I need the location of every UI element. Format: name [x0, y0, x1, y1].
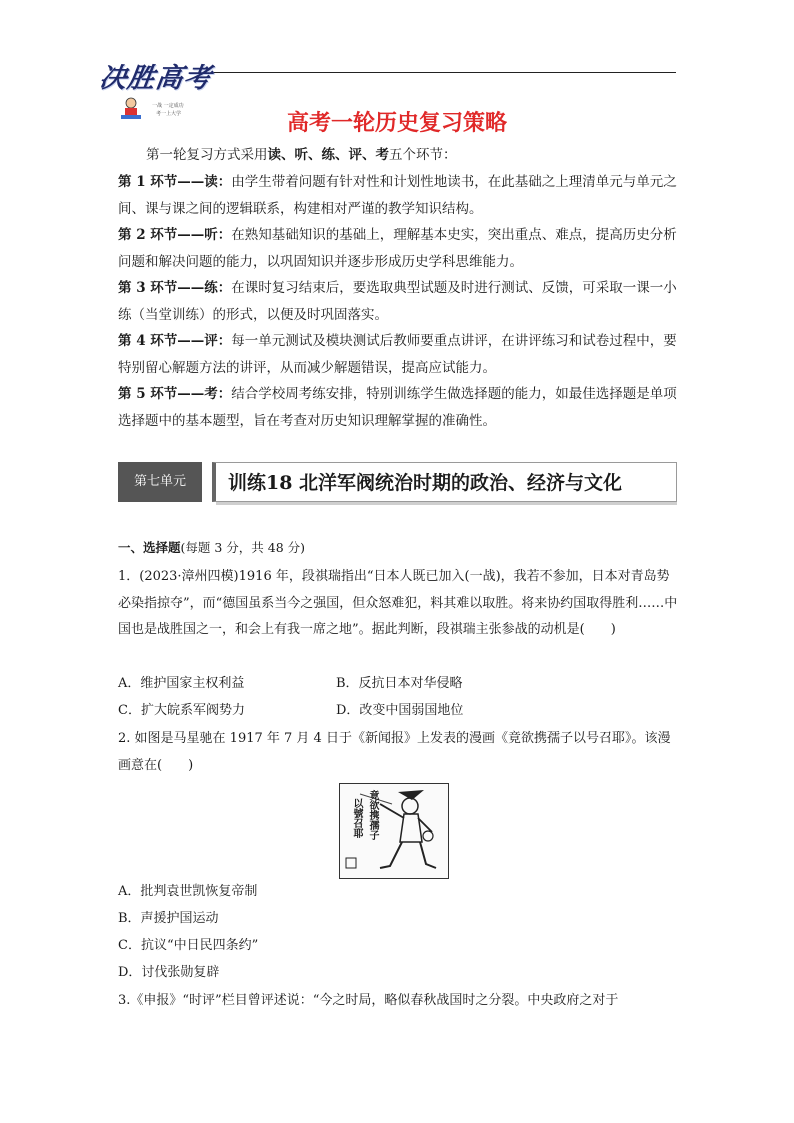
q2-option-c[interactable]: C．抗议“中日民四条约”: [118, 938, 259, 953]
step-label: 第 3 环节——练：: [118, 280, 232, 296]
question-3-stem: 3.《申报》“时评”栏目曾评述说：“今之时局，略似春秋战国时之分裂。中央政府之对于: [118, 993, 619, 1008]
step-3: [118, 275, 678, 328]
step-2: [118, 222, 678, 275]
intro-pre: 第一轮复习方式采用: [146, 147, 268, 163]
step-label: 第 2 环节——听：: [118, 227, 232, 243]
step-text: 在熟知基础知识的基础上，理解基本史实，突出重点、难点，提高历史分析问题和解决问题的能力，以巩固知识并逐步形成历史学科思维能力。: [118, 227, 677, 270]
q1-option-d[interactable]: D．改变中国弱国地位: [336, 703, 464, 718]
logo-slogan-2: 考一上大学: [156, 111, 182, 117]
step-text: 每一单元测试及模块测试后教师要重点讲评，在讲评练习和试卷过程中，要特别留心解题方法的讲评，从而减少解题错误，提高应试能力。: [118, 333, 677, 376]
question-2-stem: 2. 如图是马星驰在 1917 年 7 月 4 日于《新闻报》上发表的漫画《竟欲携孺子以号召耶》。该漫画意在( ): [118, 731, 671, 773]
step-5: [118, 381, 678, 434]
step-label: 第 1 环节——读：: [118, 174, 232, 190]
q2-option-a[interactable]: A．批判袁世凯恢复帝制: [118, 884, 258, 899]
cartoon-caption-right: 竟欲携孺子: [367, 790, 378, 840]
page-title: 高考一轮历史复习策略: [286, 111, 507, 136]
q1-option-c[interactable]: C．扩大皖系军阀势力: [118, 703, 245, 718]
q1-option-b[interactable]: B．反抗日本对华侵略: [336, 676, 463, 691]
step-4: [118, 328, 678, 381]
logo-wordmark: 决胜高考: [97, 63, 214, 94]
unit-title: 训练18 北洋军阀统治时期的政治、经济与文化: [228, 472, 623, 494]
unit-tag: 第七单元: [118, 462, 202, 502]
header-divider: [214, 72, 676, 73]
question-1-stem: 1．(2023·漳州四模)1916 年，段祺瑞指出“日本人既已加入(一战)，我若不参加，日本对青岛势必染指掠夺”，而“德国虽系当今之强国，但众怒难犯，料其难以取胜。将来协约国取得胜利……中国也是战胜国之一，和会上有我一席之地”。据此判断，段祺瑞主张参战的动机是( ): [118, 569, 678, 637]
step-label: 第 4 环节——评：: [118, 333, 232, 349]
unit-banner: [118, 462, 677, 506]
section-heading: [118, 538, 305, 556]
section-title: 一、选择题: [118, 540, 181, 555]
step-text: 由学生带着问题有针对性和计划性地读书，在此基础之上理清单元与单元之间、课与课之间的逻辑联系，构建相对严谨的教学知识结构。: [118, 174, 677, 217]
section-note: (每题 3 分，共 48 分): [180, 540, 306, 555]
q2-option-b[interactable]: B．声援护国运动: [118, 911, 219, 926]
step-label: 第 5 环节——考：: [118, 386, 232, 402]
intro-post: 五个环节：: [389, 147, 457, 163]
q2-option-d[interactable]: D．讨伐张勋复辟: [118, 965, 220, 980]
step-text: 结合学校周考练安排，特别训练学生做选择题的能力，如最佳选择题是单项选择题中的基本题型，旨在考查对历史知识理解掌握的准确性。: [118, 386, 677, 429]
q1-option-a[interactable]: A．维护国家主权利益: [118, 676, 245, 691]
logo-slogan-1: 一战 一定成功: [152, 103, 184, 109]
unit-banner-shadow: [216, 502, 677, 505]
cartoon-caption-left: 以號召耶: [351, 798, 362, 838]
political-cartoon: [339, 783, 449, 879]
intro-bold: 读、听、练、评、考: [267, 147, 389, 163]
step-1: [118, 169, 678, 222]
step-text: 在课时复习结束后，要选取典型试题及时进行测试、反馈，可采取一课一小练（当堂训练）的形式，以便及时巩固落实。: [118, 280, 677, 323]
intro-paragraph: [118, 142, 678, 169]
